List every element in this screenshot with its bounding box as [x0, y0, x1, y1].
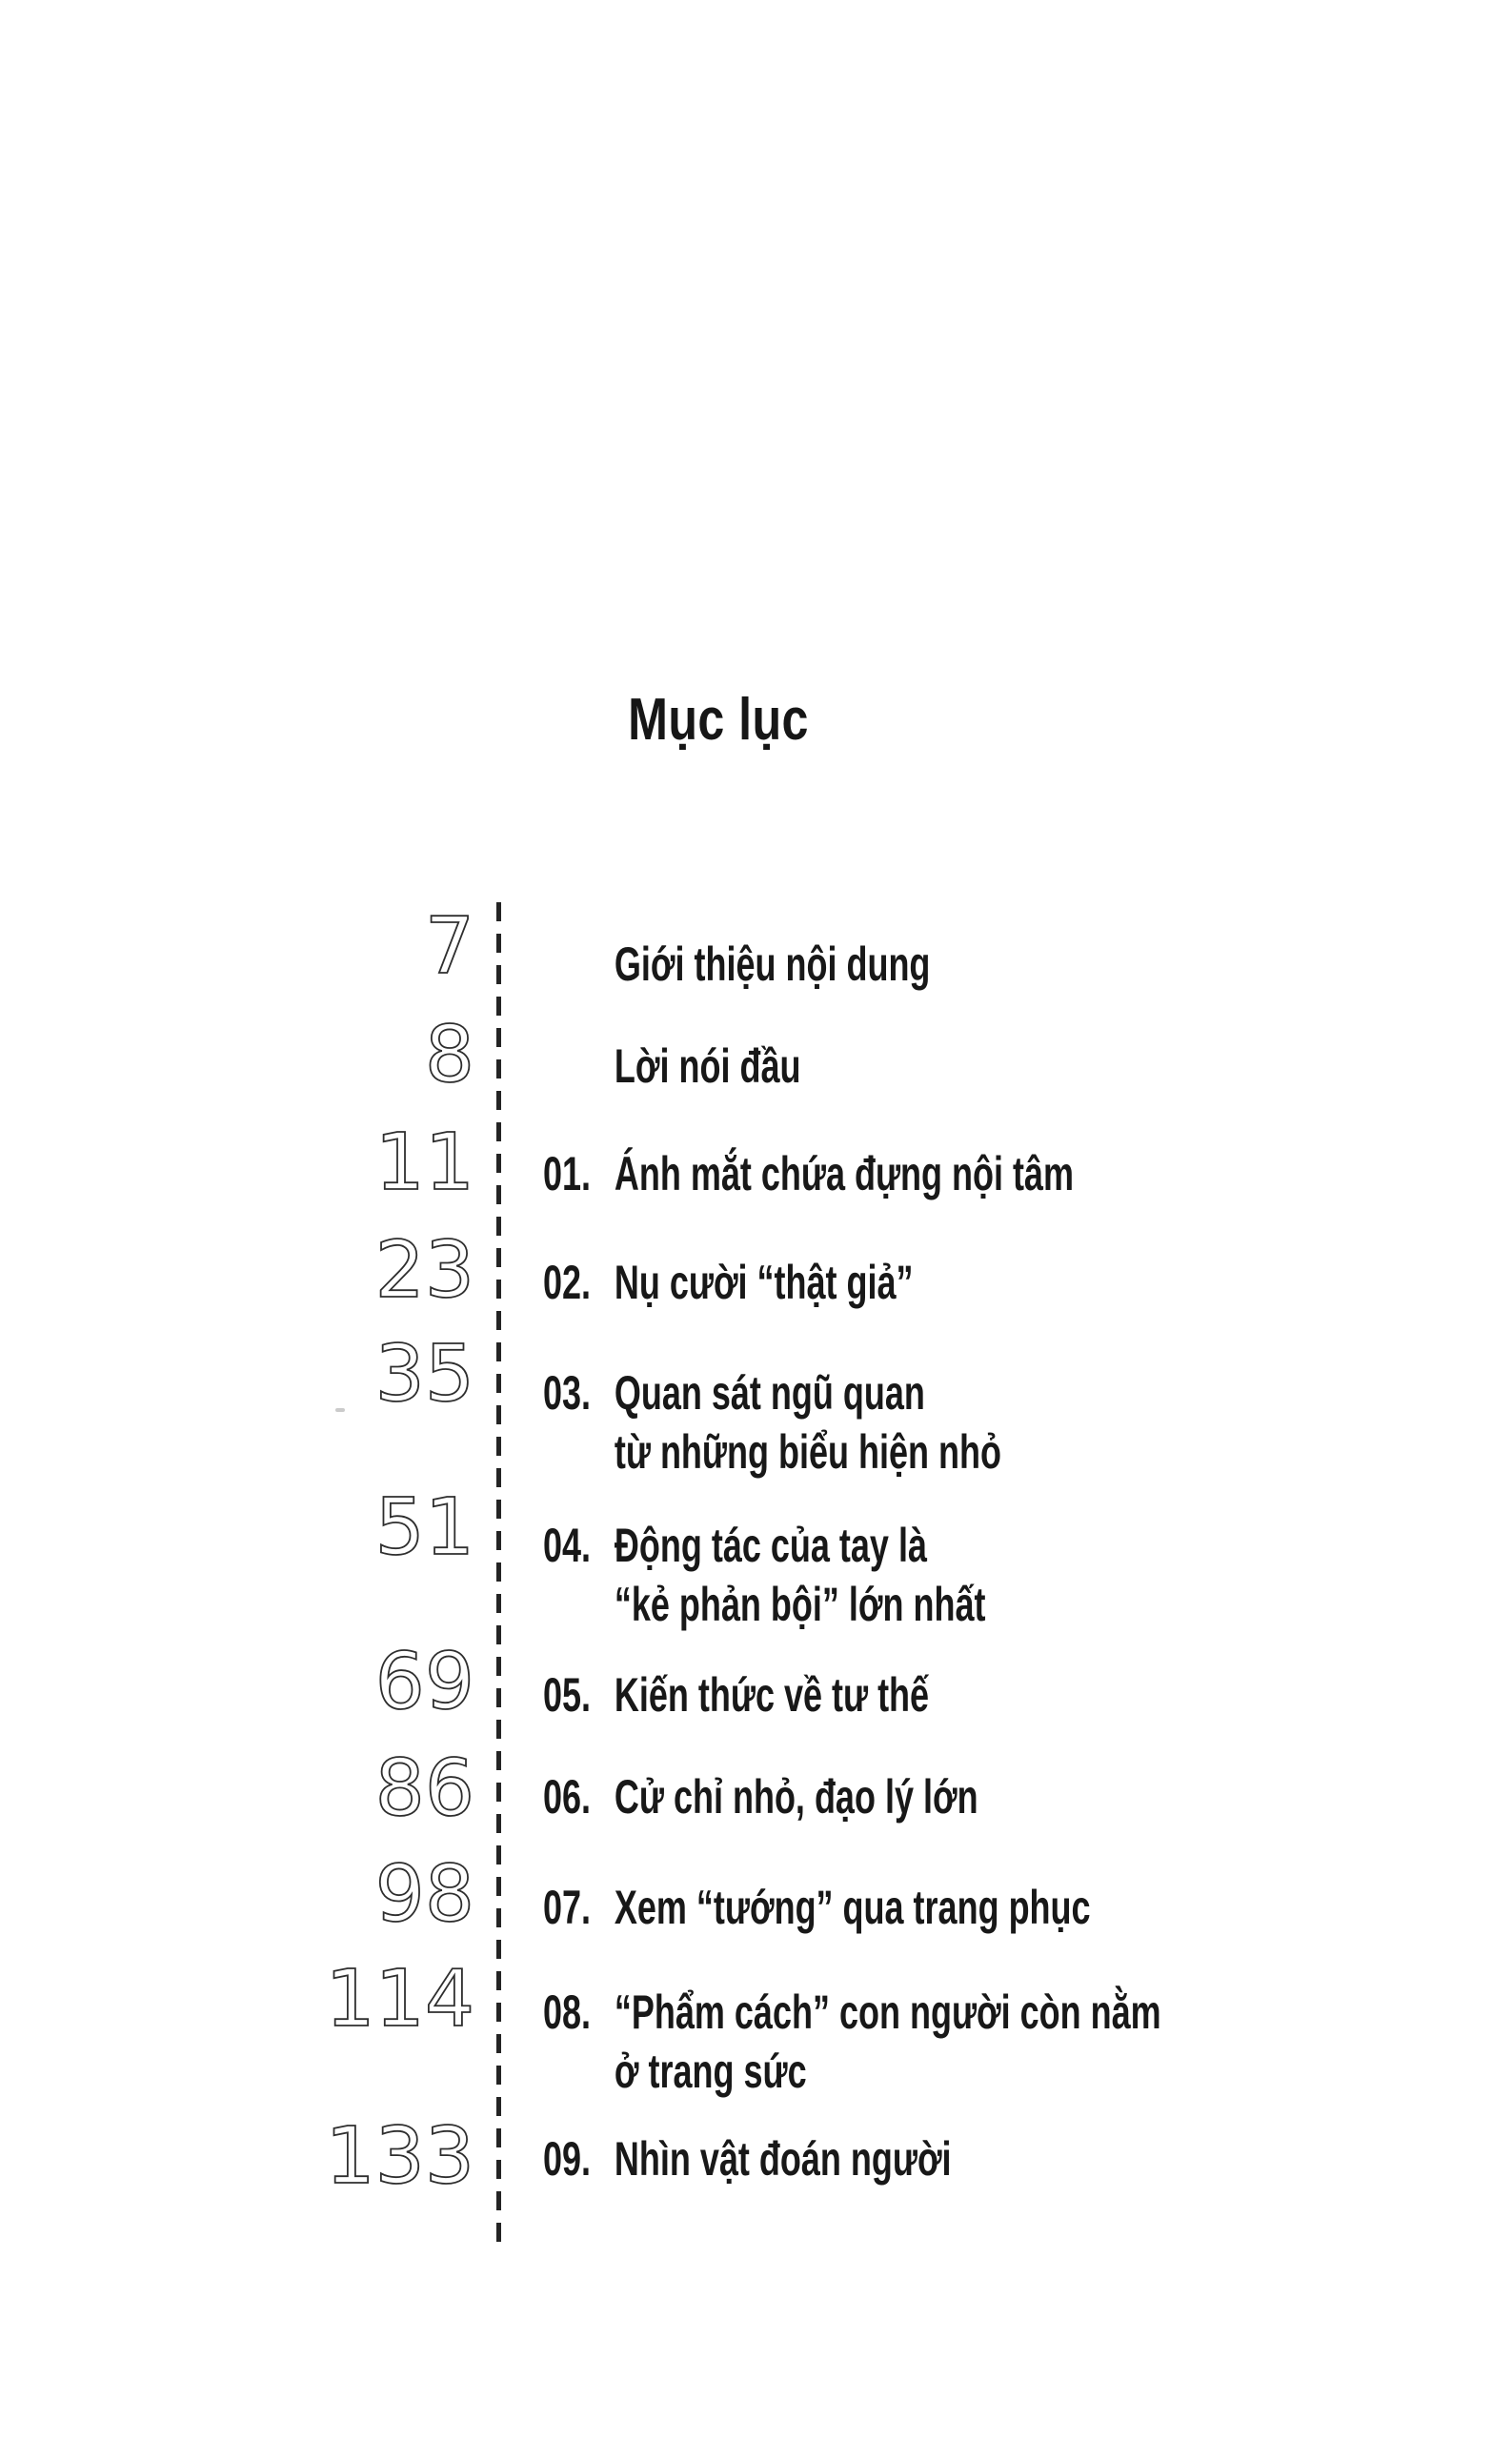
toc-entry-line [543, 1516, 1298, 1575]
toc-entry [543, 1983, 1298, 2101]
toc-entry-title: Lời nói đầu [614, 1039, 801, 1093]
toc-entry [543, 1144, 1298, 1203]
toc-page-number: 69 [374, 1637, 474, 1727]
toc-chapter-number: 06. [543, 1770, 592, 1824]
toc-entry-title: Ánh mắt chứa đựng nội tâm [614, 1147, 1075, 1200]
toc-chapter-number: 07. [543, 1881, 592, 1934]
toc-entry [543, 1767, 1298, 1826]
page-title: Mục lục [628, 687, 809, 753]
toc-entry-title: Nhìn vật đoán người [614, 2132, 952, 2186]
toc-entry-line [543, 1363, 1298, 1422]
dashed-divider [496, 902, 501, 2250]
toc-entry-title: Cử chỉ nhỏ, đạo lý lớn [614, 1770, 978, 1824]
toc-entry [543, 2129, 1298, 2188]
toc-entry-title: Kiến thức về tư thế [614, 1668, 930, 1722]
toc-page-number: 11 [374, 1118, 474, 1208]
toc-entry [543, 1363, 1298, 1482]
toc-page-number: 7 [424, 901, 474, 992]
toc-page-number: 8 [424, 1010, 474, 1100]
toc-entry-line [543, 1983, 1298, 2042]
toc-chapter-number: 08. [543, 1985, 592, 2039]
toc-entry-title-line2: ở trang sức [614, 2045, 807, 2098]
toc-entry [543, 1878, 1298, 1937]
toc-entry [543, 1037, 1298, 1096]
toc-page-number: 114 [325, 1954, 474, 2045]
toc-chapter-number: 03. [543, 1366, 592, 1420]
toc-chapter-number: 01. [543, 1147, 592, 1200]
toc-page-number: 98 [374, 1849, 474, 1940]
toc-entry-title: Động tác của tay là [614, 1519, 927, 1572]
toc-chapter-number: 04. [543, 1519, 592, 1572]
toc-entry-line [543, 1767, 1298, 1826]
toc-entry-line [543, 2129, 1298, 2188]
toc-entry-line [543, 1878, 1298, 1937]
toc-entry-title: Xem “tướng” qua trang phục [614, 1881, 1091, 1934]
toc-entry-line [543, 1253, 1298, 1312]
toc-entry-title: “Phẩm cách” con người còn nằm [614, 1985, 1161, 2039]
toc-page-number: 86 [374, 1744, 474, 1834]
toc-page-number: 51 [374, 1482, 474, 1573]
toc-page-number: 23 [374, 1225, 474, 1316]
toc-entry-title-line2: từ những biểu hiện nhỏ [614, 1425, 1001, 1479]
toc-entry [543, 1253, 1298, 1312]
toc-entry-line [543, 1144, 1298, 1203]
toc-entry-line [543, 1037, 1298, 1096]
toc-chapter-number: 09. [543, 2132, 592, 2186]
toc-entry-title: Giới thiệu nội dung [614, 937, 931, 991]
toc-entry [543, 1516, 1298, 1634]
toc-entry-line [543, 1665, 1298, 1724]
toc-page-number: 133 [325, 2111, 474, 2202]
toc-entry-title: Quan sát ngũ quan [614, 1366, 925, 1420]
toc-entry-line [543, 935, 1298, 994]
toc-entry-title-line2: “kẻ phản bội” lớn nhất [614, 1578, 986, 1631]
toc-entry [543, 1665, 1298, 1724]
toc-page-number: 35 [374, 1329, 474, 1420]
toc-chapter-number: 05. [543, 1668, 592, 1722]
toc-entry-title: Nụ cười “thật giả” [614, 1256, 914, 1309]
toc-entry [543, 935, 1298, 994]
toc-chapter-number: 02. [543, 1256, 592, 1309]
